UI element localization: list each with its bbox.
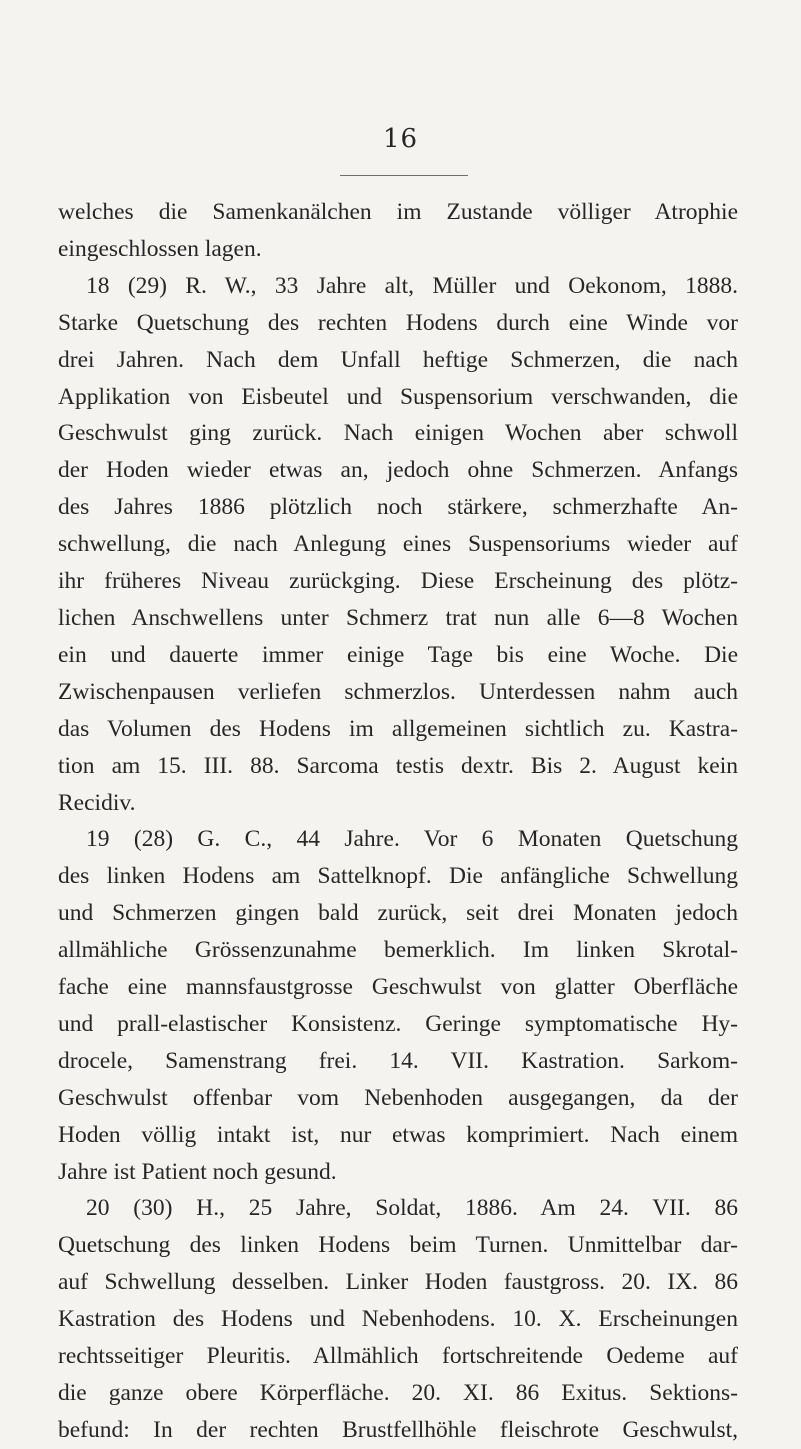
page-number: 16 xyxy=(382,124,419,154)
text-line: Applikation von Eisbeutel und Suspensorium verschwanden, die xyxy=(58,383,738,410)
text-line: rechtsseitiger Pleuritis. Allmählich fortschreitende Oedeme auf xyxy=(58,1343,738,1370)
text-line: fache eine mannsfaustgrosse Geschwulst von glatter Oberfläche xyxy=(58,974,738,1001)
text-line: Geschwulst ging zurück. Nach einigen Wochen aber schwoll xyxy=(58,420,738,447)
text-line: des Jahres 1886 plötzlich noch stärkere, schmerzhafte An- xyxy=(58,494,738,521)
text-line: und prall-elastischer Konsistenz. Geringe symptomatische Hy- xyxy=(58,1010,738,1037)
text-line: tion am 15. III. 88. Sarcoma testis dextr. Bis 2. August kein xyxy=(58,752,738,779)
text-line: das Volumen des Hodens im allgemeinen sichtlich zu. Kastra- xyxy=(58,715,738,742)
body-text xyxy=(58,194,738,1449)
text-line: drei Jahren. Nach dem Unfall heftige Schmerzen, die nach xyxy=(58,346,738,373)
text-line: Geschwulst offenbar vom Nebenhoden ausgegangen, da der xyxy=(58,1084,738,1111)
text-line: ein und dauerte immer einige Tage bis eine Woche. Die xyxy=(58,641,738,668)
text-line: und Schmerzen gingen bald zurück, seit drei Monaten jedoch xyxy=(58,900,738,927)
text-line: Quetschung des linken Hodens beim Turnen. Unmittelbar dar- xyxy=(58,1232,738,1259)
text-line: des linken Hodens am Sattelknopf. Die anfängliche Schwellung xyxy=(58,863,738,890)
text-line: die ganze obere Körperfläche. 20. XI. 86 Exitus. Sektions- xyxy=(58,1380,738,1406)
text-line: 19 (28) G. C., 44 Jahre. Vor 6 Monaten Quetschung xyxy=(86,826,738,853)
text-line: Hoden völlig intakt ist, nur etwas komprimiert. Nach einem xyxy=(58,1121,738,1148)
text-line: Recidiv. xyxy=(58,789,136,816)
text-line: Zwischenpausen verliefen schmerzlos. Unterdessen nahm auch xyxy=(58,678,738,705)
text-line: eingeschlossen lagen. xyxy=(58,235,262,262)
text-line: Jahre ist Patient noch gesund. xyxy=(58,1158,337,1185)
header-rule xyxy=(340,175,468,176)
text-line: befund: In der rechten Brustfellhöhle fleischrote Geschwulst, xyxy=(58,1416,738,1443)
text-line: Kastration des Hodens und Nebenhodens. 10. X. Erscheinungen xyxy=(58,1306,738,1333)
text-line: 20 (30) H., 25 Jahre, Soldat, 1886. Am 24. VII. 86 xyxy=(86,1195,738,1222)
text-line: 18 (29) R. W., 33 Jahre alt, Müller und Oekonom, 1888. xyxy=(86,272,738,299)
text-line: lichen Anschwellens unter Schmerz trat nun alle 6—8 Wochen xyxy=(58,604,738,631)
text-line: welches die Samenkanälchen im Zustande völliger Atrophie xyxy=(58,199,738,225)
text-line: Starke Quetschung des rechten Hodens durch eine Winde vor xyxy=(58,309,738,336)
text-line: der Hoden wieder etwas an, jedoch ohne Schmerzen. Anfangs xyxy=(58,457,738,484)
text-line: drocele, Samenstrang frei. 14. VII. Kastration. Sarkom- xyxy=(58,1047,738,1074)
text-line: auf Schwellung desselben. Linker Hoden faustgross. 20. IX. 86 xyxy=(58,1269,738,1296)
text-line: allmähliche Grössenzunahme bemerklich. Im linken Skrotal- xyxy=(58,937,738,964)
text-line: ihr früheres Niveau zurückging. Diese Erscheinung des plötz- xyxy=(58,568,738,595)
text-line: schwellung, die nach Anlegung eines Suspensoriums wieder auf xyxy=(58,531,738,558)
